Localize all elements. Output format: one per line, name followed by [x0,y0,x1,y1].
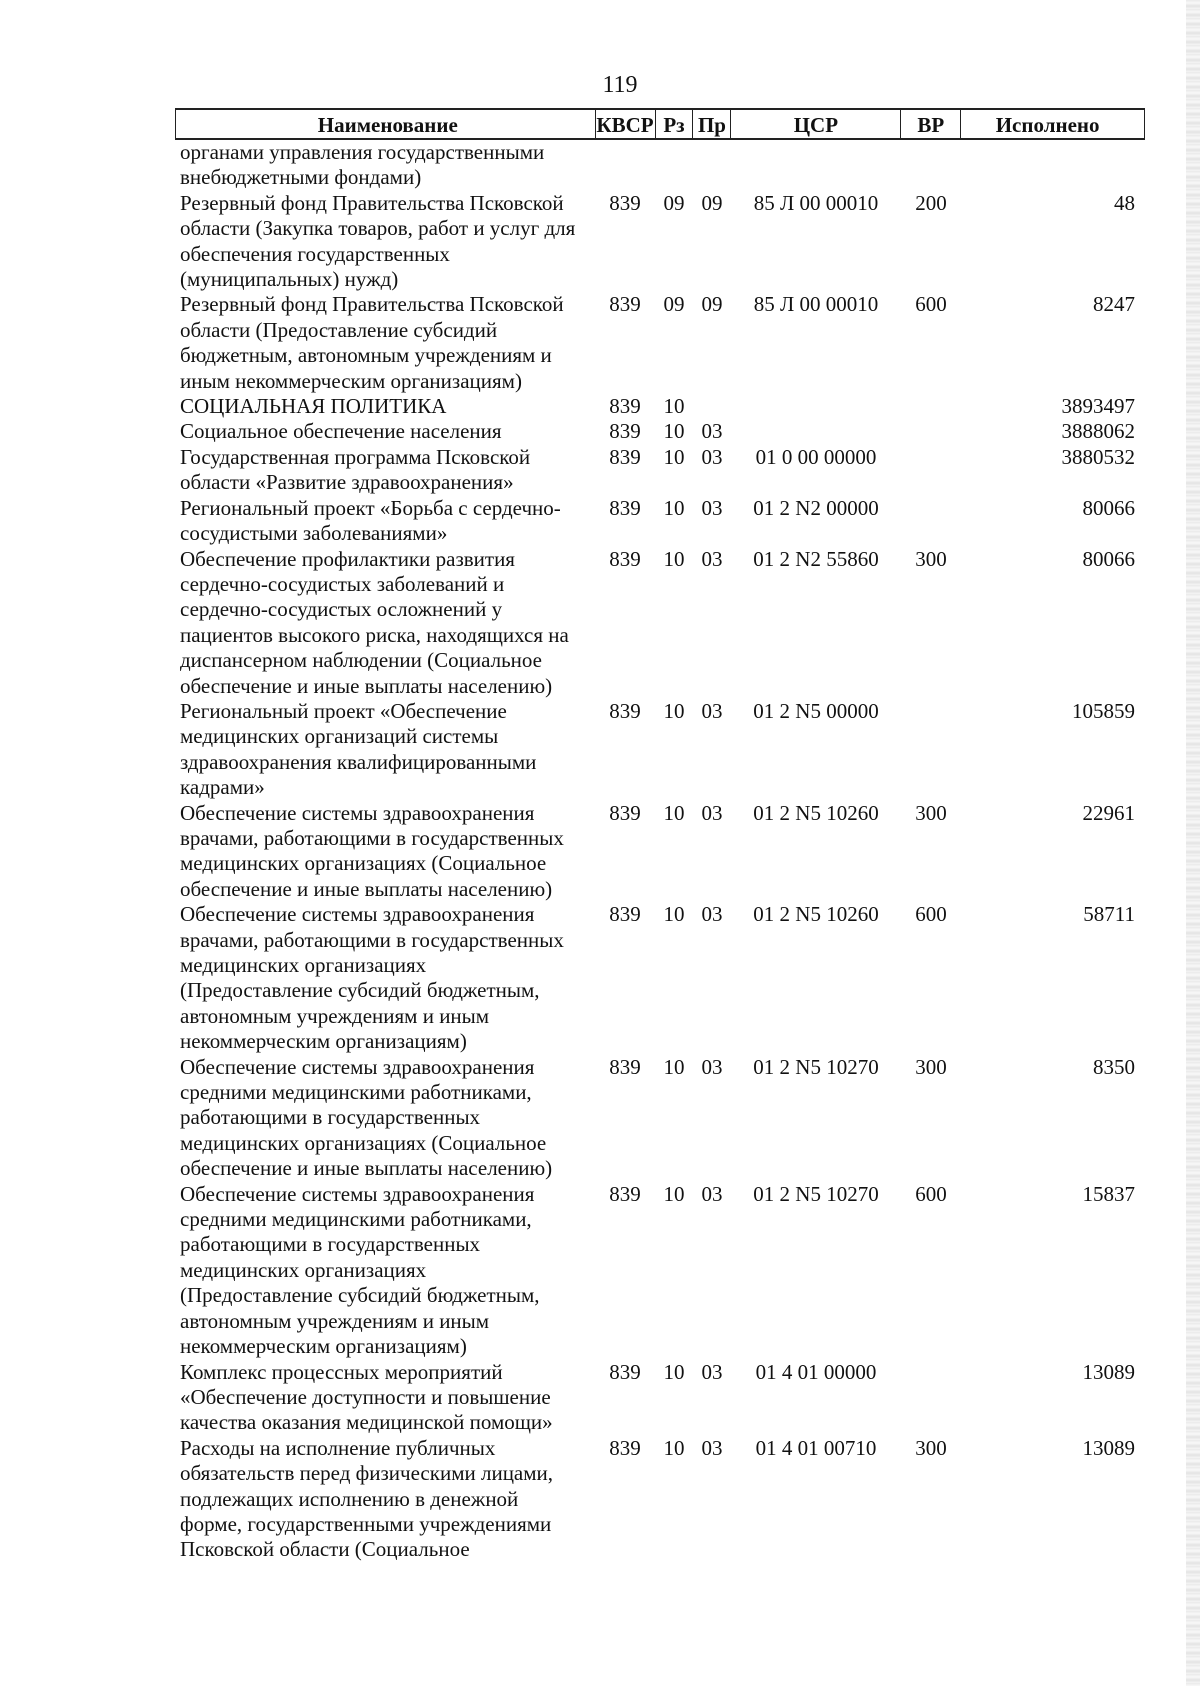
row-pr: 03 [701,419,723,444]
row-rz: 10 [663,1359,685,1384]
row-kvsr: 839 [609,444,641,469]
row-pr: 03 [701,800,723,825]
row-kvsr [595,140,655,191]
row-rz: 10 [663,394,685,419]
table-row [175,1182,1145,1360]
table-row [175,801,1145,903]
row-pr [693,394,731,419]
header-name: Наименование [176,110,596,138]
row-vr: 600 [915,902,947,927]
row-name: Государственная программа Псковской области «Развитие здравоохранения» [180,444,531,495]
row-csr [731,419,901,444]
table-row [175,902,1145,1054]
table-row [175,394,1145,419]
table-row [175,547,1145,699]
row-vr: 200 [915,190,947,215]
row-rz: 10 [663,1181,685,1206]
header-vr: ВР [901,110,961,138]
table-row [175,445,1145,496]
row-vr [901,140,961,191]
row-kvsr: 839 [609,292,641,317]
row-csr: 01 2 N5 10270 [753,1054,879,1079]
row-pr: 03 [701,495,723,520]
row-executed: 3893497 [1061,394,1135,419]
row-executed: 105859 [1072,698,1135,723]
row-kvsr: 839 [609,190,641,215]
row-kvsr: 839 [609,546,641,571]
row-vr: 300 [915,546,947,571]
table-row [175,191,1145,293]
row-name: Комплекс процессных мероприятий «Обеспечение доступности и повышение качества оказания медицинской помощи» [180,1359,553,1435]
row-name: Обеспечение системы здравоохранения врачами, работающими в государственных медицинских организациях (Предоставление субсидий бюджетным, автономным учреждениям и иным некоммерческим организациям) [180,902,564,1054]
row-name: Социальное обеспечение населения [180,419,502,444]
row-kvsr: 839 [609,1181,641,1206]
table-body [175,140,1145,1563]
row-kvsr: 839 [609,419,641,444]
row-kvsr: 839 [609,1435,641,1460]
row-name: Обеспечение системы здравоохранения средними медицинскими работниками, работающими в государственных медицинских организациях (Социальное обеспечение и иные выплаты населению) [180,1054,553,1181]
row-csr: 85 Л 00 00010 [753,292,879,317]
row-rz: 09 [663,292,685,317]
row-csr [731,140,901,191]
row-vr: 600 [915,1181,947,1206]
row-kvsr: 839 [609,902,641,927]
row-rz: 10 [663,495,685,520]
row-executed: 3880532 [1061,444,1135,469]
row-executed: 15837 [1082,1181,1135,1206]
scan-edge [1186,0,1200,1686]
row-vr [901,1360,961,1436]
table-row [175,1436,1145,1563]
row-executed: 3888062 [1061,419,1135,444]
row-name: Обеспечение системы здравоохранения врачами, работающими в государственных медицинских организациях (Социальное обеспечение и иные выплаты населению) [180,800,564,901]
row-rz: 10 [663,546,685,571]
header-kvsr: КВСР [596,110,656,138]
row-name: Расходы на исполнение публичных обязательств перед физическими лицами, подлежащих исполнению в денежной форме, государственными учреждениями Псковской области (Социальное [180,1435,554,1562]
row-kvsr: 839 [609,1359,641,1384]
row-executed: 80066 [1082,546,1135,571]
row-executed: 22961 [1082,800,1135,825]
row-name: Резервный фонд Правительства Псковской области (Предоставление субсидий бюджетным, автономным учреждениям и иным некоммерческим организациям) [180,292,564,393]
row-rz: 10 [663,1054,685,1079]
row-csr: 01 0 00 00000 [755,444,877,469]
table-row [175,1055,1145,1182]
row-kvsr: 839 [609,495,641,520]
row-csr: 01 4 01 00710 [755,1435,877,1460]
header-executed: Исполнено [961,110,1145,138]
row-pr: 03 [701,1359,723,1384]
row-executed: 8350 [1093,1054,1135,1079]
table-row [175,699,1145,801]
row-csr: 01 4 01 00000 [755,1359,877,1384]
row-name: Региональный проект «Борьба с сердечно- сосудистыми заболеваниями» [180,495,561,546]
row-executed: 80066 [1082,495,1135,520]
row-vr: 600 [915,292,947,317]
row-rz: 10 [663,419,685,444]
row-executed [961,140,1145,191]
row-csr: 01 2 N5 10270 [753,1181,879,1206]
row-pr: 09 [701,292,723,317]
row-pr [693,140,731,191]
row-name: Региональный проект «Обеспечение медицинских организаций системы здравоохранения квалифицированными кадрами» [180,698,537,800]
header-pr: Пр [693,110,731,138]
row-kvsr: 839 [609,698,641,723]
row-csr: 01 2 N2 55860 [753,546,879,571]
row-executed: 13089 [1082,1359,1135,1384]
row-vr [901,394,961,419]
row-csr: 01 2 N5 00000 [753,698,879,723]
row-name: Обеспечение системы здравоохранения средними медицинскими работниками, работающими в государственных медицинских организациях (Предоставление субсидий бюджетным, автономным учреждениям и иным некоммерческим организациям) [180,1181,540,1359]
row-pr: 09 [701,190,723,215]
row-executed: 8247 [1093,292,1135,317]
row-rz: 10 [663,1435,685,1460]
header-csr: ЦСР [731,110,901,138]
table-row [175,419,1145,444]
row-pr: 03 [701,1435,723,1460]
row-vr [901,496,961,547]
row-kvsr: 839 [609,394,641,419]
budget-table [175,108,1145,1563]
row-pr: 03 [701,698,723,723]
row-kvsr: 839 [609,800,641,825]
row-executed: 58711 [1083,902,1135,927]
row-pr: 03 [701,1054,723,1079]
row-name: Резервный фонд Правительства Псковской области (Закупка товаров, работ и услуг для обеспечения государственных (муниципальных) нужд) [180,190,576,292]
row-rz [655,140,693,191]
row-pr: 03 [701,1181,723,1206]
row-name: органами управления государственными внебюджетными фондами) [180,140,545,190]
row-rz: 10 [663,800,685,825]
row-vr: 300 [915,800,947,825]
row-rz: 10 [663,698,685,723]
row-rz: 10 [663,444,685,469]
row-vr: 300 [915,1435,947,1460]
row-name: СОЦИАЛЬНАЯ ПОЛИТИКА [180,394,447,419]
row-pr: 03 [701,444,723,469]
row-vr [901,445,961,496]
row-executed: 48 [1114,190,1135,215]
table-row [175,496,1145,547]
row-rz: 09 [663,190,685,215]
row-csr: 01 2 N2 00000 [753,495,879,520]
row-executed: 13089 [1082,1435,1135,1460]
table-row [175,292,1145,394]
row-pr: 03 [701,546,723,571]
table-row [175,140,1145,191]
row-kvsr: 839 [609,1054,641,1079]
row-pr: 03 [701,902,723,927]
row-vr: 300 [915,1054,947,1079]
row-csr: 01 2 N5 10260 [753,902,879,927]
row-csr [731,394,901,419]
row-rz: 10 [663,902,685,927]
table-header [175,108,1145,140]
row-vr [901,699,961,801]
header-rz: Рз [656,110,694,138]
row-csr: 85 Л 00 00010 [753,190,879,215]
row-vr [901,419,961,444]
row-name: Обеспечение профилактики развития сердечно-сосудистых заболеваний и сердечно-сосудистых осложнений у пациентов высокого риска, находящихся на диспансерном наблюдении (Социальное обеспечение и иные выплаты населению) [180,546,569,698]
row-csr: 01 2 N5 10260 [753,800,879,825]
page-number: 119 [602,72,638,98]
table-row [175,1360,1145,1436]
